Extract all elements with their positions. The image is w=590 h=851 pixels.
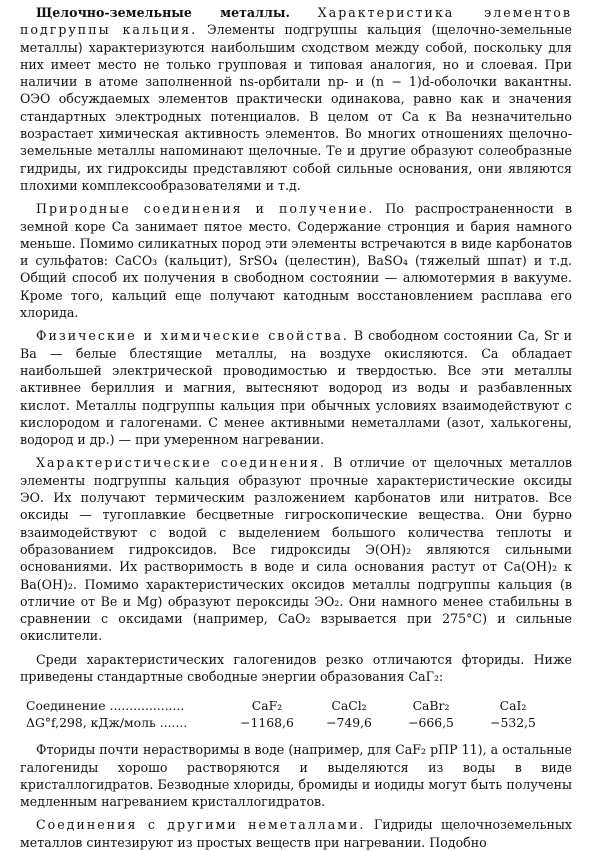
- table-cell: −749,6: [326, 715, 372, 731]
- paragraph-text: По распространенности в земной коре Са занимает пятое место. Содержание стронция и бария намного меньше. Помимо силикатных пород эти элементы встречаются в виде карбонатов и сульфатов: CaCO₃ (кальцит), SrSO₄ (целестин), BaSO₄ (тяжелый шпат) и т.д. Общий способ их получения в свободном состоянии — алюмотермия в вакууме. Кроме того, кальций еще получают катодным восстановлением расплава его хлорида.: [20, 201, 572, 321]
- section-lead: Щелочно-земельные металлы.: [36, 5, 290, 20]
- paragraph-text: Гидриды щелочноземельных металлов синтезируют из простых веществ при нагревании. Подобно: [20, 817, 572, 850]
- paragraph-natural-compounds: [20, 200, 572, 321]
- section-title: Соединения с другими неметаллами.: [36, 817, 366, 833]
- paragraph-fluorides: [20, 741, 572, 810]
- paragraph-characteristics: [20, 4, 572, 194]
- table-row-label: ΔG°f,298, кДж/моль .......: [26, 715, 188, 731]
- paragraph-text: В отличие от щелочных металлов элементы подгруппы кальция образуют прочные характеристические оксиды ЭО. Их получают термическим разложением карбонатов или нитратов. Все оксиды — тугоплавкие бесцветные гигроскопические вещества. Они бурно взаимодействуют с водой с выделением большого количества теплоты и образованием гидроксидов. Все гидроксиды Э(OH)₂ являются сильными основаниями. Их растворимость в воде и сила основания растут от Ca(OH)₂ к Ba(OH)₂. Помимо характеристических оксидов металлы подгруппы кальция (в отличие от Be и Mg) образуют пероксиды ЭO₂. Они намного менее стабильны в сравнении с оксидами (например, CaO₂ взрывается при 275°C) и сильные окислители.: [20, 455, 573, 644]
- table-row: [26, 697, 572, 714]
- gibbs-energy-table: [26, 697, 572, 731]
- paragraph-halides: [20, 651, 572, 686]
- paragraph-text: Элементы подгруппы кальция (щелочно-земельные металлы) характеризуются наибольшим сходством между собой, поскольку для них имеет место не только групповая и типовая аналогия, но и слоевая. При наличии в атоме заполненной ns-орбитали np- и (n − 1)d-оболочки вакантны. ОЭО обсуждаемых элементов практически одинакова, равно как и значения стандартных электродных потенциалов. В целом от Са к Ва незначительно возрастает химическая активность элементов. Во многих отношениях щелочно-земельные металлы напоминают щелочные. Те и другие образуют солеобразные гидриды, их гидроксиды представляют собой сильные основания, они являются плохими комплексообразователями и т.д.: [20, 22, 572, 193]
- section-title: Характеристика элементов подгруппы кальция.: [20, 5, 572, 38]
- table-cell: −532,5: [490, 715, 536, 731]
- section-title: Характеристические соединения.: [36, 455, 326, 471]
- table-cell: CaCl₂: [331, 698, 367, 714]
- table-cell: CaF₂: [251, 698, 283, 714]
- paragraph-text: В свободном состоянии Са, Sr и Ва — белые блестящие металлы, на воздухе окисляются. Са обладает наибольшей электрической проводимостью и твердостью. Все эти металлы активнее бериллия и магния, вытесняют водород из воды и разбавленных кислот. Металлы подгруппы кальция при обычных условиях взаимодействуют с кислородом и галогенами. С менее активными неметаллами (азот, халькогены, водород и др.) — при умеренном нагревании.: [20, 328, 572, 448]
- paragraph-text: Фториды почти нерастворимы в воде (например, для CaF₂ pПР 11), а остальные галогениды хорошо растворяются и выделяются из воды в виде кристаллогидратов. Безводные хлориды, бромиды и иодиды могут быть получены медленным нагреванием кристаллогидратов.: [20, 742, 572, 810]
- section-title: Физические и химические свойства.: [36, 328, 349, 344]
- table-row: [26, 714, 572, 731]
- table-cell: CaI₂: [499, 698, 527, 714]
- paragraph-compounds: [20, 454, 572, 644]
- table-row-label: Соединение ...................: [26, 698, 185, 714]
- table-cell: −666,5: [408, 715, 454, 731]
- section-title: Природные соединения и получение.: [36, 201, 375, 217]
- paragraph-text: Среди характеристических галогенидов резко отличаются фториды. Ниже приведены стандартные свободные энергии образования CaГ₂:: [20, 651, 572, 684]
- paragraph-properties: [20, 327, 572, 448]
- table-cell: −1168,6: [240, 715, 294, 731]
- table-cell: CaBr₂: [412, 698, 450, 714]
